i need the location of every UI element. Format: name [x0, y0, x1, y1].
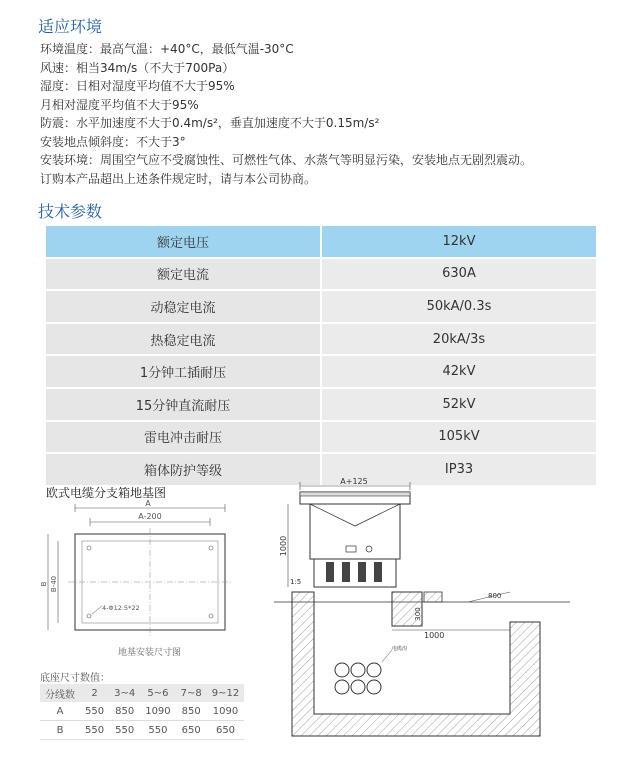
param-value: 630A	[322, 259, 596, 292]
cable-conduit	[367, 680, 381, 694]
mount-hole	[209, 614, 213, 618]
sizes-cell: 1090	[140, 702, 175, 721]
cable-bushing	[358, 562, 366, 582]
hole-label: 4-Φ12.5*22	[102, 604, 140, 612]
param-row	[46, 356, 596, 389]
env-line-temperature: 环境温度：最高气温：+40°C，最低气温-30°C	[40, 42, 294, 56]
conduit-note: 电缆沟	[392, 646, 408, 652]
cable-bushing	[342, 562, 350, 582]
foundation-plan-drawing	[40, 498, 240, 646]
param-value: 12kV	[322, 226, 596, 259]
tech-params-table	[46, 226, 596, 487]
dim-a-label: A	[145, 499, 151, 508]
sizes-cell: 550	[140, 721, 175, 740]
offset-label: 1000	[424, 631, 445, 640]
sizes-header-row	[40, 684, 244, 702]
sizes-cell: 650	[176, 721, 207, 740]
sizes-cell: 550	[80, 721, 109, 740]
param-row	[46, 324, 596, 357]
cable-bushing	[326, 562, 334, 582]
sizes-cell: A	[40, 702, 80, 721]
env-line-tilt: 安装地点倾斜度：不大于3°	[40, 134, 186, 149]
sizes-header-cell: 分线数	[40, 684, 80, 702]
cable-bushing	[374, 562, 382, 582]
param-row	[46, 422, 596, 455]
box-roof-trim	[300, 492, 410, 496]
param-name: 额定电流	[46, 259, 322, 292]
sizes-cell: 1090	[207, 702, 244, 721]
param-value: 52kV	[322, 389, 596, 422]
cable-conduit	[335, 680, 349, 694]
env-line-wind: 风速：相当34m/s（不大于700Pa）	[40, 60, 235, 75]
sizes-header-cell: 5~6	[140, 684, 175, 702]
environment-title: 适应环境	[38, 17, 103, 36]
dim-b-label: B	[40, 581, 48, 587]
mount-hole	[209, 546, 213, 550]
sizes-cell: 650	[207, 721, 244, 740]
env-line-install: 安装环境：周围空气应不受腐蚀性、可燃性气体、水蒸气等明显污染，安装地点无剧烈震动。	[40, 153, 533, 167]
sizes-table	[40, 684, 244, 740]
dim-a200-label: A-200	[138, 512, 162, 521]
environment-list	[40, 40, 610, 188]
box-nameplate	[346, 546, 356, 552]
sizes-cell: 550	[80, 702, 109, 721]
pier-cap	[424, 592, 442, 602]
env-line-humidity-month: 月相对湿度平均值不大于95%	[40, 97, 199, 112]
sizes-header-cell: 9~12	[207, 684, 244, 702]
sizes-cell: B	[40, 721, 80, 740]
mount-hole	[87, 614, 91, 618]
mount-hole	[87, 546, 91, 550]
param-value: 20kA/3s	[322, 324, 596, 357]
cable-conduit	[351, 663, 365, 677]
box-roof-line	[355, 504, 400, 526]
param-name: 1分钟工插耐压	[46, 356, 322, 389]
param-name: 动稳定电流	[46, 291, 322, 324]
param-value: 105kV	[322, 422, 596, 455]
env-line-order: 订购本产品超出上述条件规定时，请与本公司协商。	[40, 171, 317, 186]
foundation-title: 欧式电缆分支箱地基图	[46, 486, 167, 500]
tech-title: 技术参数	[38, 202, 103, 221]
param-row	[46, 389, 596, 422]
sizes-header-cell: 2	[80, 684, 109, 702]
box-roof-line	[310, 504, 355, 526]
sizes-row	[40, 721, 244, 740]
sizes-cell: 550	[109, 721, 140, 740]
param-name: 15分钟直流耐压	[46, 389, 322, 422]
foundation-caption: 地基安装尺寸图	[118, 648, 182, 658]
cable-conduit	[351, 680, 365, 694]
dim-b40-label: B-40	[50, 575, 58, 593]
cable-conduit	[335, 663, 349, 677]
dim-width-label: A+125	[340, 477, 368, 486]
param-name: 雷电冲击耐压	[46, 422, 322, 455]
param-name: 额定电压	[46, 226, 322, 259]
param-value: IP33	[322, 454, 596, 487]
param-value: 50kA/0.3s	[322, 291, 596, 324]
cable-conduit	[367, 663, 381, 677]
dim-height-label: 1000	[279, 535, 288, 557]
hole-leader	[92, 606, 102, 614]
param-name: 箱体防护等级	[46, 454, 322, 487]
box-upper-body	[310, 504, 400, 559]
env-line-humidity-day: 湿度：日相对湿度平均值不大于95%	[40, 79, 235, 93]
param-row	[46, 259, 596, 292]
param-value: 42kV	[322, 356, 596, 389]
sizes-cell: 850	[176, 702, 207, 721]
sizes-header-cell: 3~4	[109, 684, 140, 702]
sizes-row	[40, 702, 244, 721]
param-name: 热稳定电流	[46, 324, 322, 357]
depth-label: 300	[414, 607, 422, 621]
param-row	[46, 226, 596, 259]
conduit-leader	[382, 650, 392, 662]
sizes-header-cell: 7~8	[176, 684, 207, 702]
dim-800-label: 800	[488, 592, 502, 600]
env-line-seismic: 防震：水平加速度不大于0.4m/s²，垂直加速度不大于0.15m/s²	[40, 116, 380, 130]
sizes-cell: 850	[109, 702, 140, 721]
installation-drawing	[274, 474, 570, 749]
slope-label: 1:5	[290, 578, 302, 586]
param-row	[46, 291, 596, 324]
box-lock-icon	[366, 546, 372, 552]
sizes-title: 底座尺寸数值：	[40, 673, 110, 684]
